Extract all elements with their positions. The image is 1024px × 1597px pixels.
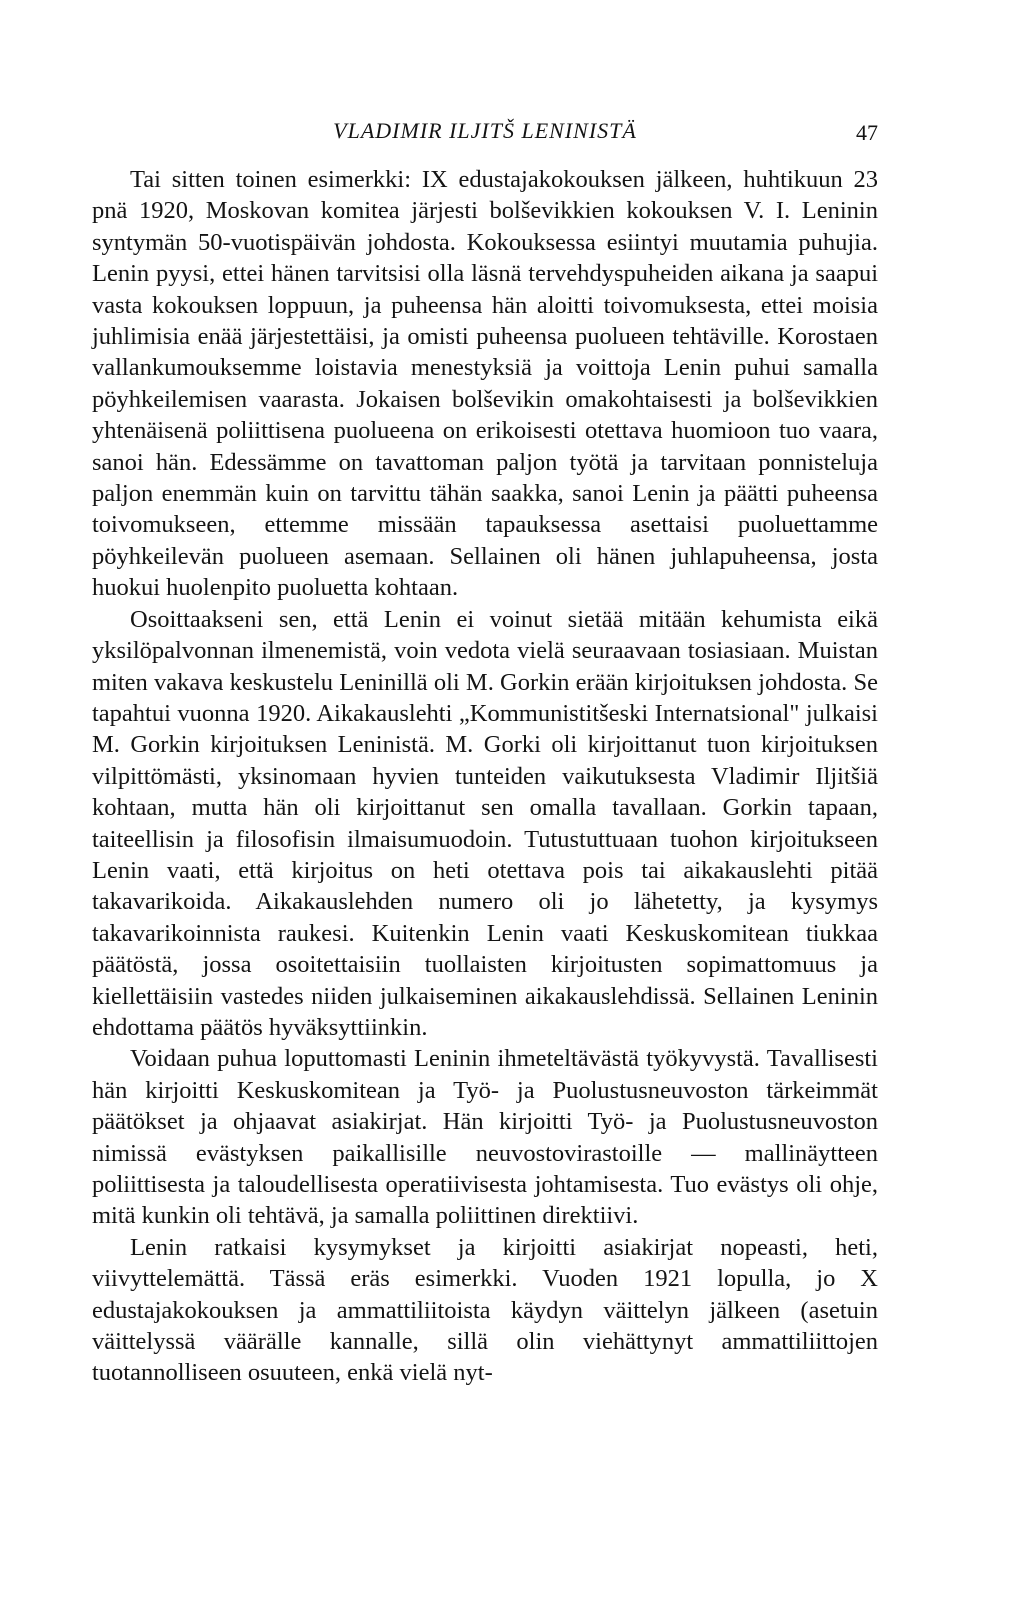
running-title: VLADIMIR ILJITŠ LENINISTÄ — [333, 118, 637, 143]
paragraph: Voidaan puhua loputtomasti Leninin ihmeteltävästä työkyvystä. Tavallisesti hän kirjoitti Keskuskomitean ja Työ- ja Puolustusneuvoston tärkeimmät päätökset ja ohjaavat asiakirjat. Hän kirjoitti Työ- ja Puolustusneuvoston nimissä evästyksen paikallisille neuvostovirastoille — mallinäytteen poliittisesta ja taloudellisesta operatiivisesta johtamisesta. Tuo evästys oli ohje, mitä kunkin oli tehtävä, ja samalla poliittinen direktiivi. — [92, 1045, 878, 1230]
page-number: 47 — [856, 120, 878, 145]
running-head — [92, 112, 878, 152]
paragraph: Osoittaakseni sen, että Lenin ei voinut sietää mitään kehumista eikä yksilöpalvonnan ilmenemistä, voin vedota vielä seuraavaan tosiasiaan. Muistan miten vakava keskustelu Leninillä oli M. Gorkin erään kirjoituksen johdosta. Se tapahtui vuonna 1920. Aikakauslehti „Kommunistitšeski Internatsional" julkaisi M. Gorkin kirjoituksen Leninistä. M. Gorki oli kirjoittanut tuon kirjoituksen vilpittömästi, yksinomaan hyvien tunteiden vaikutuksesta Vladimir Iljitšiä kohtaan, mutta hän oli kirjoittanut sen omalla tavallaan. Gorkin tapaan, taiteellisin ja filosofisin ilmaisumuodoin. Tutustuttuaan tuohon kirjoitukseen Lenin vaati, että kirjoitus on heti otettava pois tai aikakauslehti pitää takavarikoida. Aikakauslehden numero oli jo lähetetty, ja kysymys takavarikoinnista raukesi. Kuitenkin Lenin vaati Keskuskomitean tiukkaa päätöstä, jossa osoitettaisiin tuollaisten kirjoitusten sopimattomuus ja kiellettäisiin vastedes niiden julkaiseminen aikakauslehdissä. Sellainen Leninin ehdottama päätös hyväksyttiinkin. — [92, 605, 878, 1041]
paragraph: Lenin ratkaisi kysymykset ja kirjoitti asiakirjat nopeasti, heti, viivyttelemättä. Tässä eräs esimerkki. Vuoden 1921 lopulla, jo X edustajakokouksen ja ammattiliitoista käydyn väittelyn jälkeen (asetuin väittelyssä väärälle kannalle, sillä olin viehättynyt ammattiliittojen tuotannolliseen osuuteen, enkä vielä nyt- — [92, 1233, 878, 1387]
paragraph: Tai sitten toinen esimerkki: IX edustajakokouksen jälkeen, huhtikuun 23 pnä 1920, Moskovan komitea järjesti bolševikkien kokouksen V. I. Leninin syntymän 50-vuotispäivän johdosta. Kokouksessa esiintyi muutamia puhujia. Lenin pyysi, ettei hänen tarvitsisi olla läsnä tervehdyspuheiden aikana ja saapui vasta kokouksen loppuun, ja puheensa hän aloitti toivomuksesta, ettei moisia juhlimisia enää järjestettäisi, ja omisti puheensa puolueen tehtäville. Korostaen vallankumouksemme loistavia menestyksiä ja voittoja Lenin puhui samalla pöyhkeilemisen vaarasta. Jokaisen bolševikin omakohtaisesti ja bolševikkien yhtenäisenä poliittisena puolueena on erikoisesti otettava huomioon tuo vaara, sanoi hän. Edessämme on tavattoman paljon työtä ja tarvitaan ponnisteluja paljon enemmän kuin on tarvittu tähän saakka, sanoi Lenin ja päätti puheensa toivomukseen, ettemme missään tapauksessa asettaisi puoluettamme pöyhkeilevän puolueen asemaan. Sellainen oli hänen juhlapuheensa, josta huokui huolenpito puoluetta kohtaan. — [92, 166, 878, 602]
body-text — [92, 164, 878, 1389]
book-page — [92, 112, 878, 1389]
